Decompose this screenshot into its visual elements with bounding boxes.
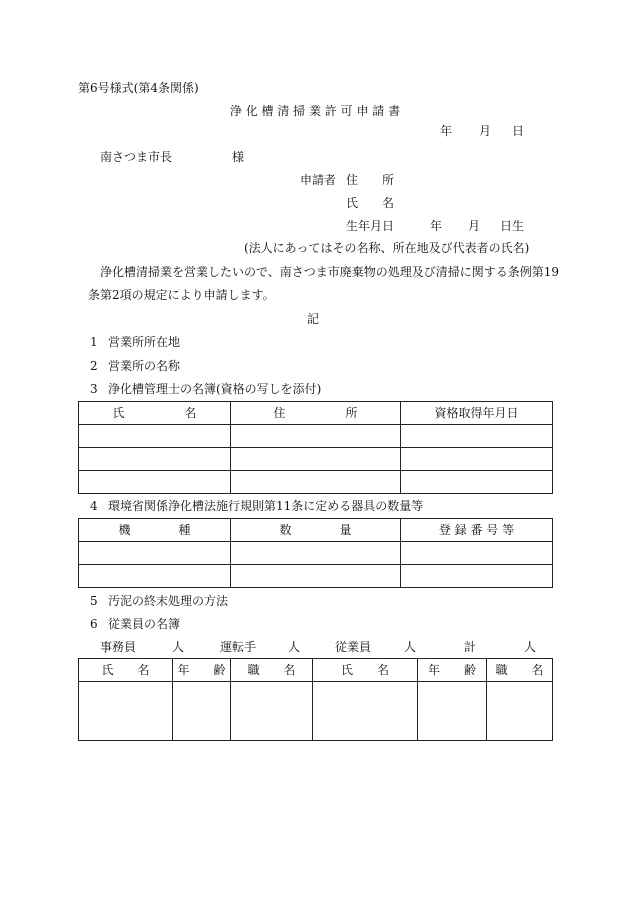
table-cell <box>313 682 418 741</box>
item-3-text: 浄化槽管理士の名簿(資格の写しを添付) <box>108 382 322 396</box>
table-cell <box>401 542 553 565</box>
applicant-name-label: 氏 名 <box>346 196 395 210</box>
table-cell <box>79 565 231 588</box>
staff-worker-unit: 人 <box>404 640 417 654</box>
manager-list-table <box>78 401 553 494</box>
table-header-cell: 資格取得年月日 <box>401 402 553 425</box>
applicant-address-label: 住 所 <box>346 173 395 187</box>
table-cell <box>401 471 553 494</box>
table-cell <box>79 448 231 471</box>
table-row <box>79 425 553 448</box>
item-4-number: 4 <box>90 499 98 513</box>
table-cell <box>231 682 313 741</box>
table-cell <box>401 565 553 588</box>
table-row <box>79 565 553 588</box>
item-3-number: 3 <box>90 382 98 396</box>
applicant-birth-day: 日生 <box>500 219 525 233</box>
item-5-text: 汚泥の終末処理の方法 <box>108 594 229 608</box>
table-cell <box>231 542 401 565</box>
table-header-cell: 氏 名 <box>79 659 173 682</box>
table-cell <box>79 471 231 494</box>
item-1-number: 1 <box>90 335 98 349</box>
table-header-cell: 氏 名 <box>313 659 418 682</box>
table-cell <box>418 682 487 741</box>
table-cell <box>231 425 401 448</box>
table-cell <box>401 425 553 448</box>
item-2-text: 営業所の名称 <box>108 359 181 373</box>
ki-heading: 記 <box>307 312 320 326</box>
table-cell <box>173 682 231 741</box>
table-header-row <box>79 402 553 425</box>
table-header-cell: 機 種 <box>79 519 231 542</box>
item-2-number: 2 <box>90 359 98 373</box>
item-4-text: 環境省関係浄化槽法施行規則第11条に定める器具の数量等 <box>108 499 424 513</box>
document-title: 浄 化 槽 清 掃 業 許 可 申 請 書 <box>229 104 401 118</box>
body-line-1: 浄化槽清掃業を営業したいので、南さつま市廃棄物の処理及び清掃に関する条例第19 <box>100 265 560 279</box>
table-header-row <box>79 519 553 542</box>
table-cell <box>79 682 173 741</box>
table-header-cell: 住 所 <box>231 402 401 425</box>
table-cell <box>401 448 553 471</box>
staff-worker-label: 従業員 <box>335 640 372 654</box>
table-header-cell: 年 齢 <box>418 659 487 682</box>
date-month-label: 月 <box>479 124 492 138</box>
table-header-cell: 職 名 <box>487 659 553 682</box>
table-row <box>79 682 553 741</box>
date-year-label: 年 <box>440 124 453 138</box>
staff-clerk-unit: 人 <box>172 640 185 654</box>
table-row <box>79 448 553 471</box>
table-header-cell: 氏 名 <box>79 402 231 425</box>
date-day-label: 日 <box>512 124 525 138</box>
applicant-birth-label: 生年月日 <box>346 219 395 233</box>
body-line-2: 条第2項の規定により申請します。 <box>88 288 275 302</box>
item-6-number: 6 <box>90 617 98 631</box>
table-header-cell: 年 齢 <box>173 659 231 682</box>
item-6-text: 従業員の名簿 <box>108 617 181 631</box>
table-header-row <box>79 659 553 682</box>
table-header-cell: 職 名 <box>231 659 313 682</box>
table-row <box>79 471 553 494</box>
employee-list-table <box>78 658 553 741</box>
table-cell <box>231 471 401 494</box>
table-cell <box>487 682 553 741</box>
table-header-cell: 数 量 <box>231 519 401 542</box>
item-5-number: 5 <box>90 594 98 608</box>
applicant-birth-year: 年 <box>430 219 443 233</box>
applicant-label: 申請者 <box>300 173 337 187</box>
staff-total-label: 計 <box>464 640 477 654</box>
addressee-honorific: 様 <box>232 150 245 164</box>
applicant-birth-month: 月 <box>468 219 481 233</box>
item-1-text: 営業所所在地 <box>108 335 181 349</box>
table-row <box>79 542 553 565</box>
staff-driver-unit: 人 <box>288 640 301 654</box>
equipment-table <box>78 518 553 588</box>
staff-clerk-label: 事務員 <box>100 640 137 654</box>
applicant-note: (法人にあってはその名称、所在地及び代表者の氏名) <box>244 241 530 255</box>
table-header-cell: 登 録 番 号 等 <box>401 519 553 542</box>
table-cell <box>79 425 231 448</box>
staff-driver-label: 運転手 <box>220 640 257 654</box>
form-number: 第6号様式(第4条関係) <box>78 81 199 95</box>
addressee-name: 南さつま市長 <box>100 150 173 164</box>
table-cell <box>231 565 401 588</box>
table-cell <box>231 448 401 471</box>
staff-total-unit: 人 <box>524 640 537 654</box>
table-cell <box>79 542 231 565</box>
